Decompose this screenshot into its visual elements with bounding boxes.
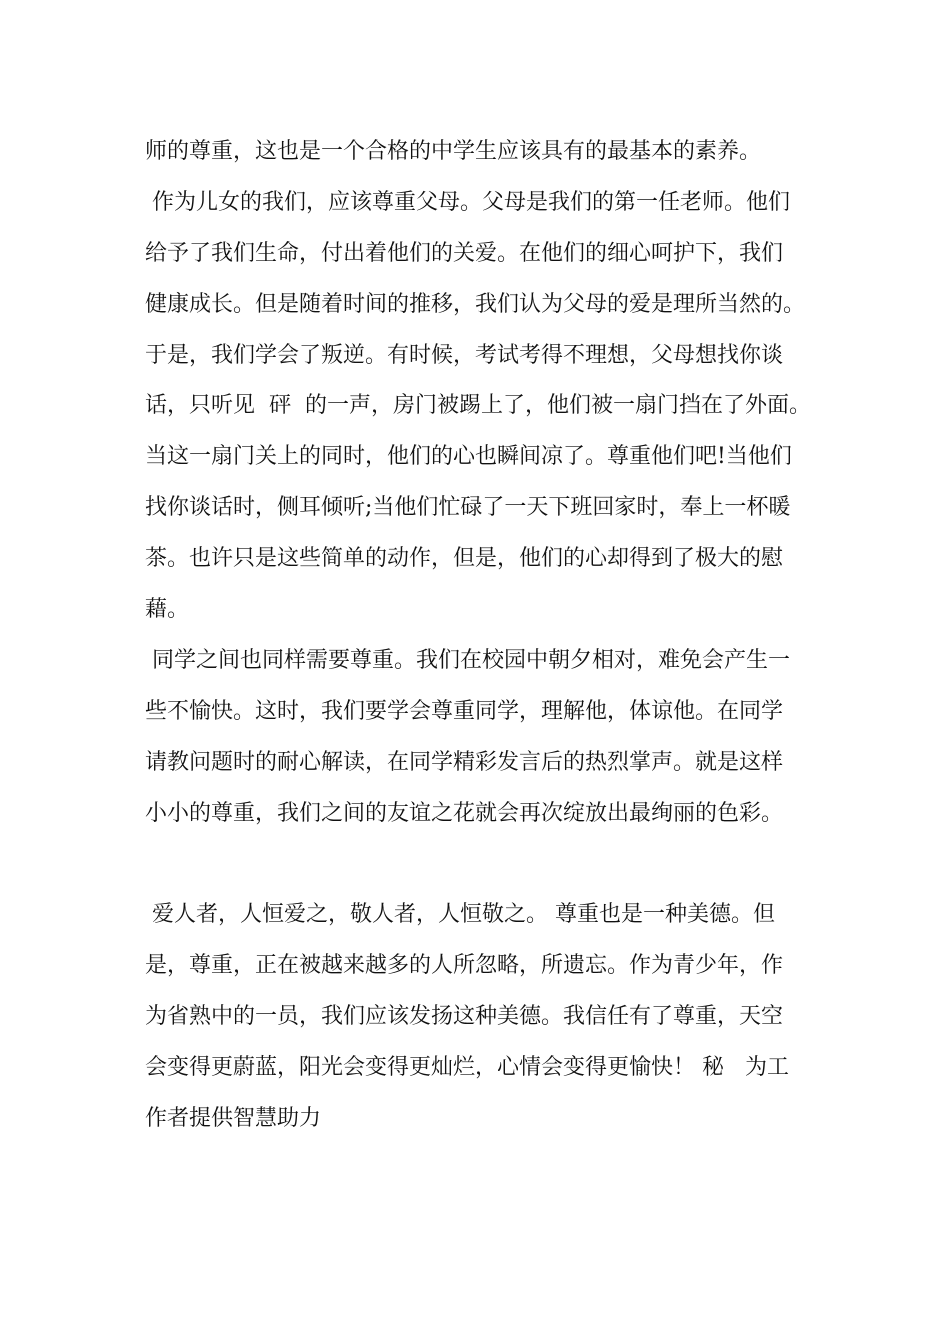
- text-line: 爱人者，人恒爱之，敬人者，人恒敬之。 尊重也是一种美德。但: [145, 902, 775, 928]
- text-line: 作者提供智慧助力: [145, 1105, 322, 1131]
- text-line: 找你谈话时，侧耳倾听;当他们忙碌了一天下班回家时，奉上一杯暖: [145, 495, 791, 521]
- text-line: 同学之间也同样需要尊重。我们在校园中朝夕相对，难免会产生一: [145, 647, 790, 673]
- text-line: 话，只听见 砰 的一声，房门被踢上了，他们被一扇门挡在了外面。: [145, 393, 811, 419]
- text-line: 会变得更蔚蓝，阳光会变得更灿烂，心情会变得更愉快！ 秘 为工: [145, 1055, 789, 1081]
- text-line: 请教问题时的耐心解读，在同学精彩发言后的热烈掌声。就是这样: [145, 749, 784, 775]
- blank-line: [145, 839, 835, 890]
- text-line: 于是，我们学会了叛逆。有时候，考试考得不理想，父母想找你谈: [145, 342, 784, 368]
- text-line: 小小的尊重，我们之间的友谊之花就会再次绽放出最绚丽的色彩。: [145, 800, 784, 826]
- text-line: 些不愉快。这时，我们要学会尊重同学，理解他，体谅他。在同学: [145, 698, 784, 724]
- text-line: 健康成长。但是随着时间的推移，我们认为父母的爱是理所当然的。: [145, 291, 806, 317]
- text-line: 茶。也许只是这些简单的动作，但是，他们的心却得到了极大的慰: [145, 546, 784, 572]
- text-line: 作为儿女的我们，应该尊重父母。父母是我们的第一任老师。他们: [145, 189, 790, 215]
- text-line: 给予了我们生命，付出着他们的关爱。在他们的细心呵护下，我们: [145, 240, 784, 266]
- text-line: 师的尊重，这也是一个合格的中学生应该具有的最基本的素养。: [145, 139, 762, 164]
- body-text: [145, 127, 835, 1145]
- text-line: 为省熟中的一员，我们应该发扬这种美德。我信任有了尊重，天空: [145, 1004, 784, 1030]
- text-line: 藉。: [145, 597, 190, 623]
- text-line: 当这一扇门关上的同时，他们的心也瞬间凉了。尊重他们吧!当他们: [145, 444, 792, 470]
- text-line: 是，尊重，正在被越来越多的人所忽略，所遗忘。作为青少年，作: [145, 953, 784, 979]
